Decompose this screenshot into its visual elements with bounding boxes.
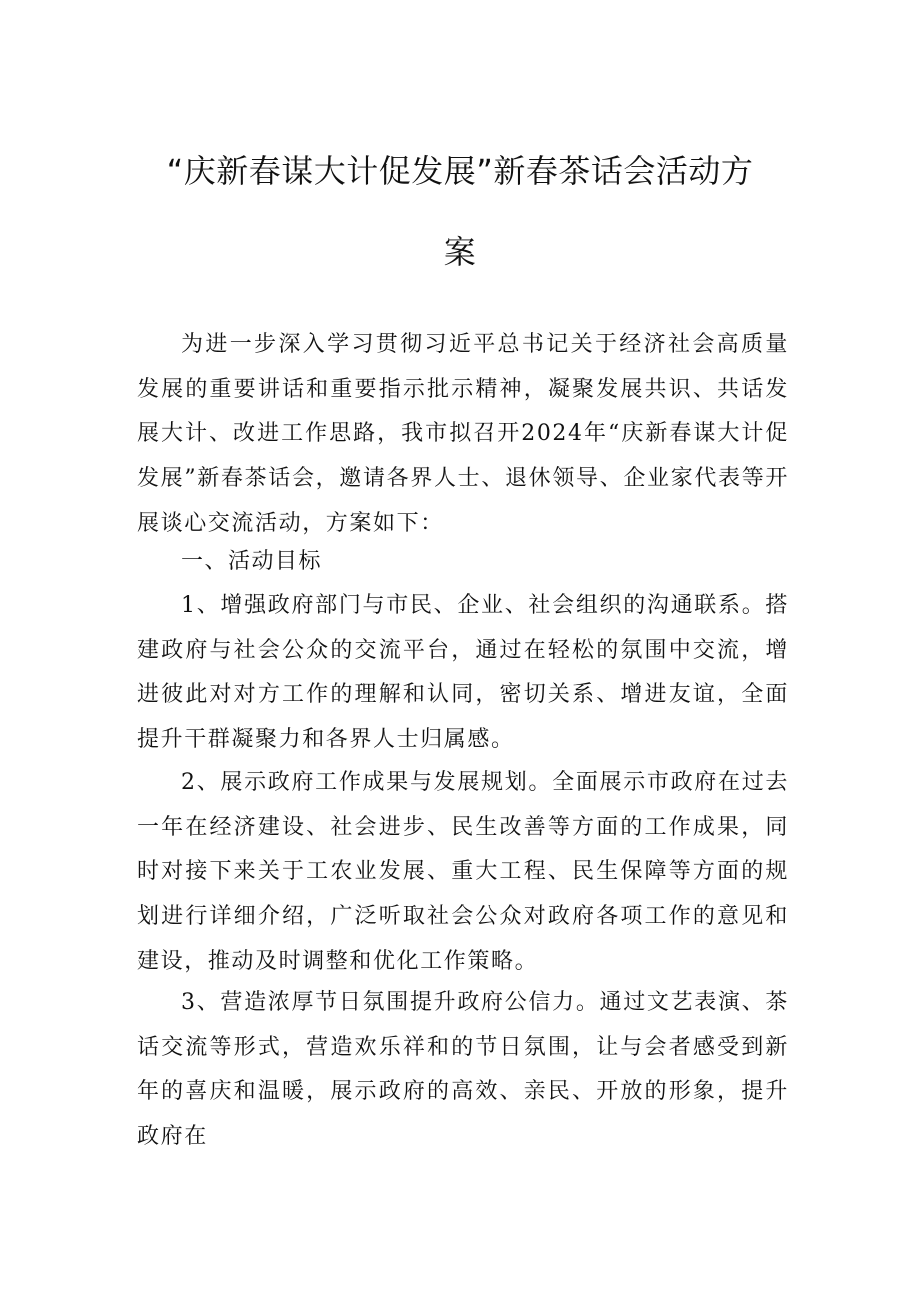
- section-heading-objectives: 一、活动目标: [181, 549, 323, 574]
- intro-paragraph: 为进一步深入学习贯彻习近平总书记关于经济社会高质量发展的重要讲话和重要指示批示精神，凝聚发展共识、共话发展大计、改进工作思路，我市拟召开2024年“庆新春谋大计促发展”新春茶话会，邀请各界人士、退休领导、企业家代表等开展谈心交流活动，方案如下：: [137, 332, 789, 536]
- document-title-line-1: “庆新春谋大计促发展”新春茶话会活动方: [166, 152, 754, 190]
- objective-item-1: 1、增强政府部门与市民、企业、社会组织的沟通联系。搭建政府与社会公众的交流平台，通过在轻松的氛围中交流，增进彼此对对方工作的理解和认同，密切关系、增进友谊，全面提升干群凝聚力和各界人士归属感。: [137, 593, 789, 753]
- document-title-line-2: 案: [443, 233, 477, 271]
- objective-item-3: 3、营造浓厚节日氛围提升政府公信力。通过文艺表演、茶话交流等形式，营造欢乐祥和的节日氛围，让与会者感受到新年的喜庆和温暖，展示政府的高效、亲民、开放的形象，提升政府在: [137, 990, 789, 1150]
- objective-item-2: 2、展示政府工作成果与发展规划。全面展示市政府在过去一年在经济建设、社会进步、民生改善等方面的工作成果，同时对接下来关于工农业发展、重大工程、民生保障等方面的规划进行详细介绍，广泛听取社会公众对政府各项工作的意见和建设，推动及时调整和优化工作策略。: [137, 770, 789, 974]
